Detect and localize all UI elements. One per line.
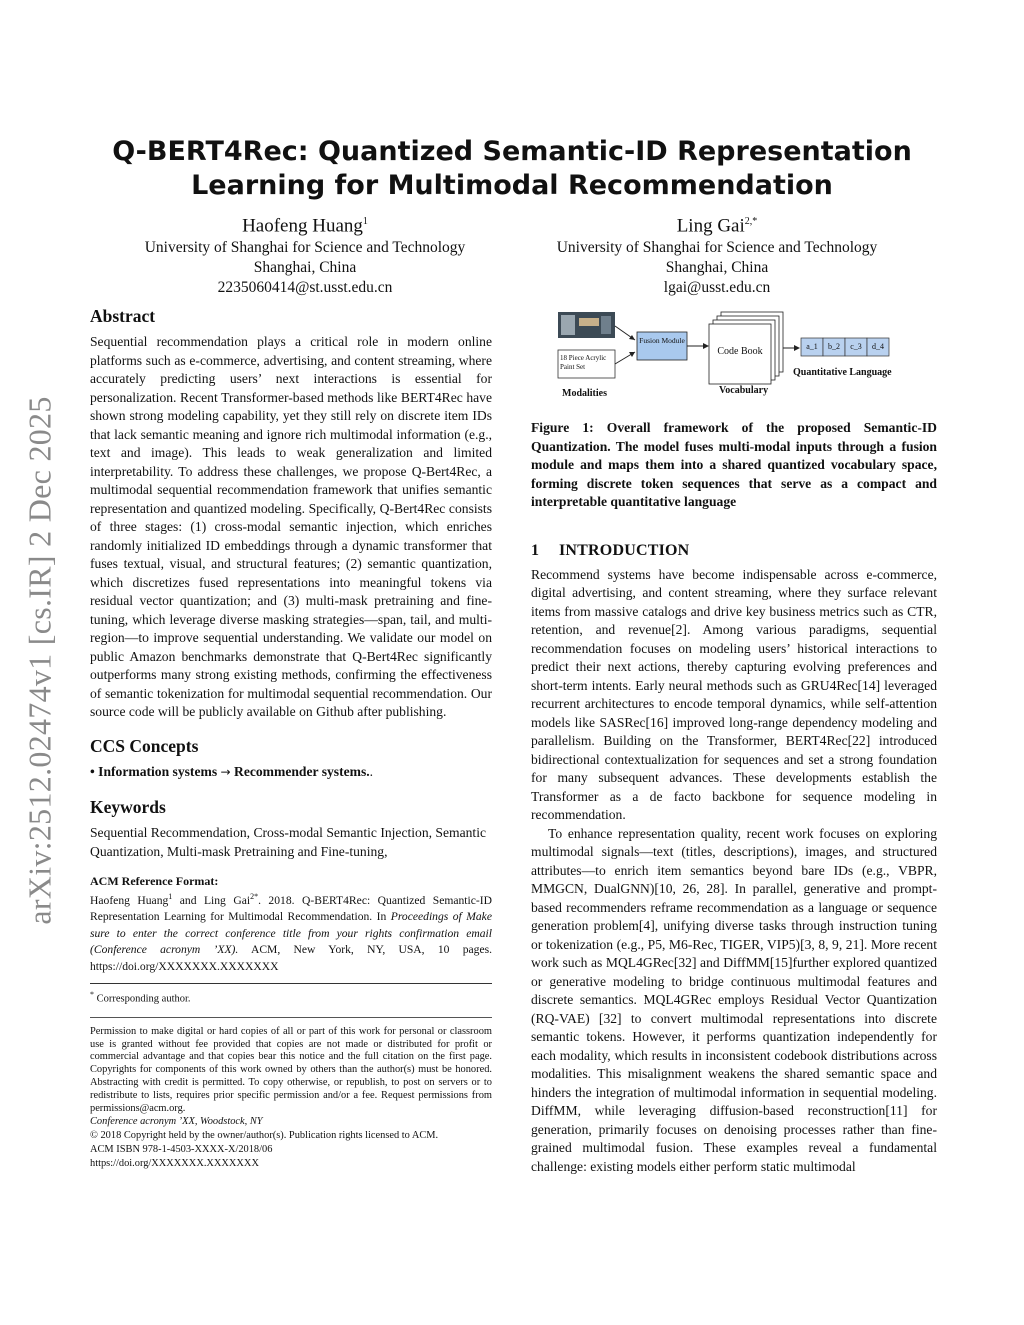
footnote-rule (90, 983, 492, 984)
author-location: Shanghai, China (253, 259, 357, 277)
conference-line: Conference acronym ’XX, Woodstock, NY (90, 1116, 263, 1128)
author-email[interactable]: 2235060414@st.usst.edu.cn (217, 279, 393, 297)
author-block-1 (100, 210, 510, 298)
author-location: Shanghai, China (665, 259, 769, 277)
arxiv-id: arXiv:2512.02474v1 [cs.IR] 2 Dec 2025 (21, 395, 58, 925)
arrow-icon: → (220, 764, 231, 779)
arxiv-stamp (20, 380, 60, 940)
codebook-label: Code Book (717, 346, 763, 357)
isbn-line: ACM ISBN 978-1-4503-XXXX-X/2018/06 (90, 1144, 273, 1156)
modalities-label: Modalities (562, 388, 607, 399)
doi-line[interactable]: https://doi.org/XXXXXXX.XXXXXXX (90, 1158, 259, 1170)
keywords-text: Sequential Recommendation, Cross-modal Semantic Injection, Semantic Quantization, Multi-mask Pretraining and Fine-tuning, (90, 825, 487, 859)
author-name: Ling Gai$^{2,*}$ (676, 215, 758, 237)
abstract-text: Sequential recommendation plays a critical role in modern online platforms such as e-commerce, advertising, and content streaming, where accurately predicting users’ next interactions is essential for personalization. Recent Transformer-based methods like BERT4Rec have shown strong modeling capability, yet they still rely on discrete item IDs that lack semantic meaning and ignore rich multimodal information (e.g., text and image). This leads to weak generalization and limited interpretability. To address these challenges, we propose Q-Bert4Rec, a multimodal sequential recommendation framework that unifies semantic representation and quantized modeling. Specifically, Q-Bert4Rec consists of three stages: (1) cross-modal semantic injection, which enriches randomly initialized ID embeddings through a dynamic transformer that fuses textual, visual, and structural features; (2) semantic quantization, which discretizes fused representations into meaningful tokens via residual vector quantization; and (3) multi-mask pretraining and fine-tuning, which leverage diverse masking strategies—span, tail, and multi-region—to improve sequential understanding. We validate our model on public Amazon benchmarks demonstrate that Q-Bert4Rec significantly outperforms many strong existing methods, confirming the effectiveness of semantic tokenization for multimodal sequential recommendation. Our source code will be publicly available on Github after publishing. (90, 334, 492, 719)
token-label: b_2 (828, 342, 840, 351)
vocabulary-label: Vocabulary (719, 385, 769, 396)
right-column (531, 306, 937, 1176)
ccs-concepts: • Information systems → Recommender systems.. (90, 763, 374, 779)
paper-title: Q-BERT4Rec: Quantized Semantic-ID Representation Learning for Multimodal Recommendation (112, 136, 912, 201)
figure-caption: Figure 1: Overall framework of the proposed Semantic-ID Quantization. The model fuses multi-modal inputs through a fusion module and maps them into a shared quantized vocabulary space, forming discrete token sequences that serve as a compact and interpretable quantitative language (531, 420, 937, 509)
intro-paragraph-1: Recommend systems have become indispensable across e-commerce, digital advertising, and content streaming, where they surface relevant items from massive catalogs and drive key business metrics such as CTR, retention, and revenue[2]. Among various paradigms, sequential recommendation focuses on modeling users’ historical interactions to predict their next actions, thereby capturing evolving preferences and short-term intents. Early neural methods such as GRU4Rec[14] leveraged recurrent architectures to encode temporal dynamics, while self-attention models like SASRec[16] improved long-range dependency modeling and parallelism. Building on the Transformer, BERT4Rec[22] introduced bidirectional contextualization for sequences and set a strong foundation for many subsequent advances. These developments establish the Transformer as a de facto backbone for sequence modeling in recommendation. (531, 566, 937, 822)
author-block-2 (512, 210, 922, 298)
token-label: a_1 (806, 342, 818, 351)
author-affiliation: University of Shanghai for Science and Technology (144, 239, 466, 257)
token-label: c_3 (850, 342, 862, 351)
fusion-label: Fusion Module (639, 336, 685, 345)
acm-reference-text: Haofeng Huang$^1$ and Ling Gai$^{2*}$. 2018. Q-BERT4Rec: Quantized Semantic-ID Representation Learning for Multimodal Recommendation. In Proceedings of Make sure to enter the correct conference title from your rights confirmation email (Conference acronym ’XX). ACM, New York, NY, USA, 10 pages. https://doi.org/XXXXXXX.XXXXXXX (90, 892, 492, 973)
intro-paragraph-2: To enhance representation quality, recent work focuses on exploring multimodal signals—text (titles, descriptions), images, and structured attributes—to enrich item semantics beyond bare IDs (e.g., VBPR, MMGCN, DualGNN)[10, 26, 28]. In parallel, generative and prompt-based recommenders reframe recommendation as a language or sequence generation problem[4], unifying diverse tasks through instruction tuning or tokenization (e.g., P5, M6-Rec, TIGER, VIP5)[3, 8, 9, 21]. More recent work such as MQL4GRec[32] and DiffMM[15]further explored quantized or generative modeling to bridge continuous multimodal features and discrete semantics. MQL4GRec employs Residual Vector Quantization (RQ-VAE) [32] to convert multimodal representations into discrete semantic tokens. However, it performs quantization independently for each modality, which results in inconsistent codebook distributions across modalities. This misalignment weakens the shared semantic space and hinders the integration of multimodal information in sequential modeling. DiffMM, while leveraging diffusion-based reconstruction[11] for generation, primarily focuses on denoising processes rather than fine-grained multimodal fusion. These examples reveal a fundamental challenge: existing models either perform static multimodal (531, 825, 937, 1174)
token-label: d_4 (872, 342, 884, 351)
abstract-heading: Abstract (90, 306, 156, 326)
section-heading-intro: 1 INTRODUCTION (531, 541, 690, 559)
figure-1 (531, 306, 937, 411)
left-column (90, 306, 492, 1171)
ccs-heading: CCS Concepts (90, 735, 199, 756)
product-text: 18 Piece Acrylic Paint Set (560, 354, 607, 371)
permission-rule (90, 1017, 492, 1018)
author-name: Haofeng Huang$^1$ (242, 215, 368, 237)
author-affiliation: University of Shanghai for Science and Technology (556, 239, 878, 257)
permission-text: Permission to make digital or hard copies of all or part of this work for personal or classroom use is granted without fee provided that copies are not made or distributed for profit or commercial advantage and that copies bear this notice and the full citation on the first page. Copyrights for components of this work owned by others than the author(s) must be honored. Abstracting with credit is permitted. To copy otherwise, or republish, to post on servers or to redistribute to lists, requires prior specific permission and/or a fee. Request permissions from permissions@acm.org. (90, 1025, 492, 1114)
acm-reference-heading: ACM Reference Format: (90, 874, 219, 888)
author-email[interactable]: lgai@usst.edu.cn (663, 279, 771, 297)
copyright-line: © 2018 Copyright held by the owner/author(s). Publication rights licensed to ACM. (90, 1130, 439, 1142)
quant-language-label: Quantitative Language (793, 367, 892, 378)
footnote: * Corresponding author. (90, 990, 191, 1005)
keywords-heading: Keywords (90, 797, 166, 817)
